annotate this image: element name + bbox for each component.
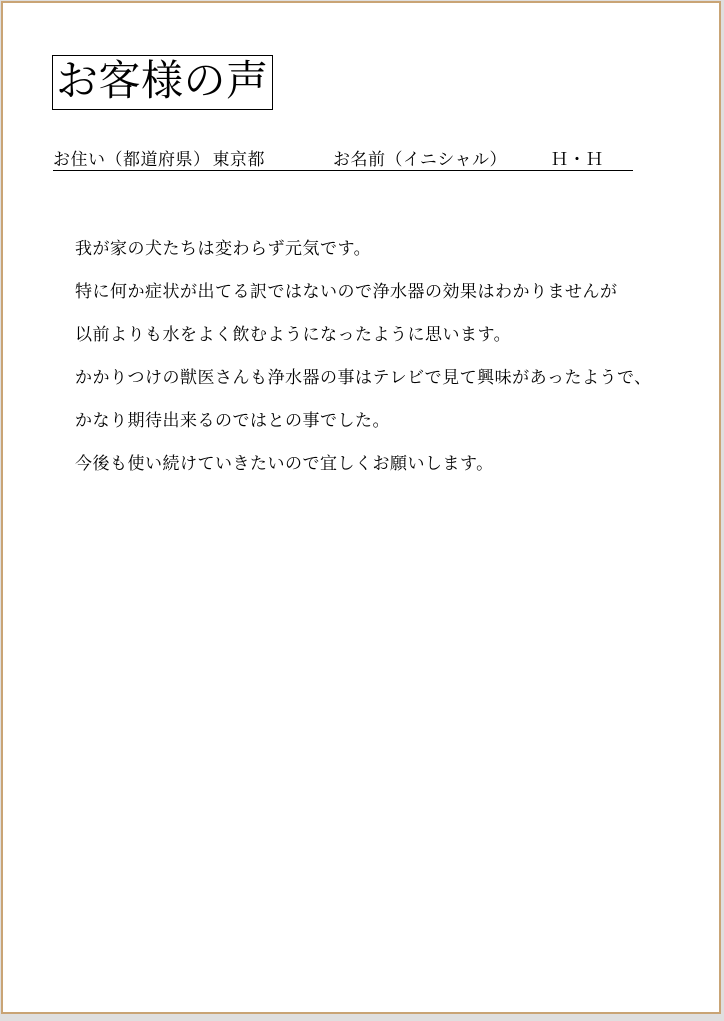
- body-line: かかりつけの獣医さんも浄水器の事はテレビで見て興味があったようで、: [75, 368, 652, 387]
- body-line: かなり期待出来るのではとの事でした。: [75, 411, 390, 430]
- page-title: お客様の声: [56, 59, 269, 105]
- residence-label: お住い（都道府県）: [53, 150, 211, 169]
- residence-value: 東京都: [212, 150, 265, 169]
- document-page: [1, 1, 721, 1014]
- body-line: 以前よりも水をよく飲むようになったように思います。: [75, 325, 512, 344]
- body-line: 特に何か症状が出てる訳ではないので浄水器の効果はわかりませんが: [75, 282, 618, 301]
- body-line: 今後も使い続けていきたいので宜しくお願いします。: [75, 454, 494, 473]
- customer-info-line: [53, 149, 633, 171]
- name-label: お名前（イニシャル）: [333, 150, 507, 169]
- initials-value: Ｈ・Ｈ: [550, 150, 604, 169]
- title-box: [52, 55, 273, 110]
- body-line: 我が家の犬たちは変わらず元気です。: [75, 239, 372, 258]
- testimonial-body: [75, 227, 675, 485]
